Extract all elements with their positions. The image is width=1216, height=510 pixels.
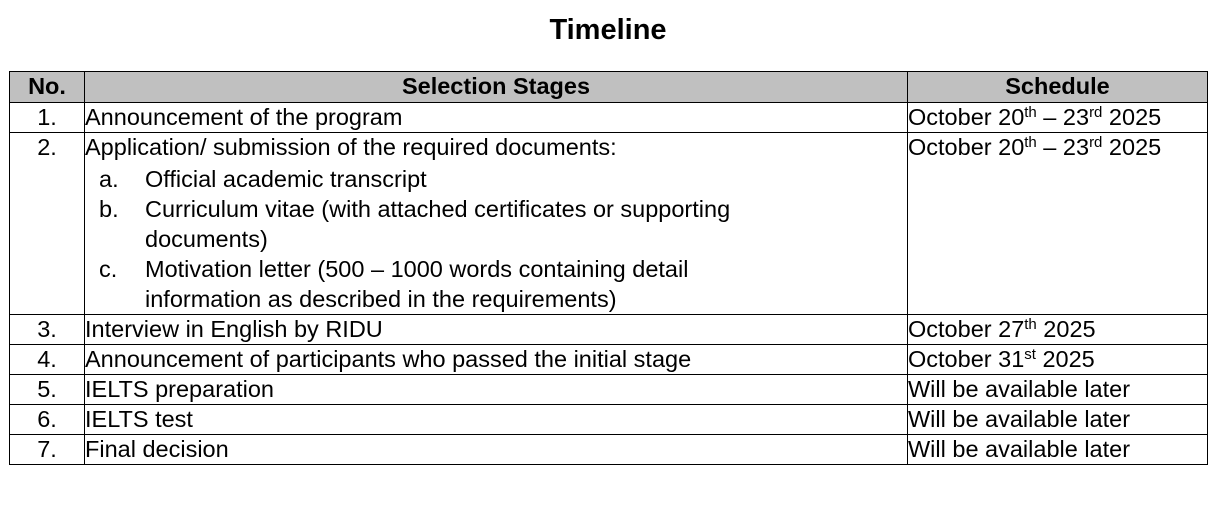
sub-item-list (85, 164, 907, 314)
stage-cell: IELTS test (85, 405, 908, 435)
schedule-text: October 20 (908, 104, 1025, 130)
schedule-cell (908, 345, 1208, 375)
row-number: 4. (10, 345, 85, 375)
stage-cell: Announcement of the program (85, 103, 908, 133)
row-number: 5. (10, 375, 85, 405)
stage-cell: Announcement of participants who passed the initial stage (85, 345, 908, 375)
schedule-cell: Will be available later (908, 405, 1208, 435)
row-number: 1. (10, 103, 85, 133)
row-number: 7. (10, 435, 85, 465)
table-row (10, 315, 1208, 345)
list-item-text: Motivation letter (500 – 1000 words containing detail information as described in the requirements) (145, 256, 689, 312)
schedule-cell (908, 103, 1208, 133)
schedule-text: October 31 (908, 346, 1025, 372)
table-row (10, 103, 1208, 133)
row-number: 3. (10, 315, 85, 345)
schedule-text: – 23 (1036, 134, 1090, 160)
timeline-table (9, 71, 1208, 465)
schedule-cell (908, 315, 1208, 345)
schedule-cell: Will be available later (908, 375, 1208, 405)
ordinal-suffix: rd (1089, 104, 1103, 122)
column-header-no: No. (10, 72, 85, 103)
schedule-text: 2025 (1036, 316, 1096, 342)
list-item (85, 194, 907, 254)
table-row (10, 435, 1208, 465)
table-row (10, 345, 1208, 375)
list-item (85, 164, 907, 194)
schedule-text: 2025 (1102, 104, 1162, 130)
list-item-text: Curriculum vitae (with attached certificates or supporting documents) (145, 196, 731, 252)
list-marker: a. (99, 166, 119, 192)
schedule-text: October 27 (908, 316, 1025, 342)
ordinal-suffix: st (1024, 346, 1036, 364)
list-marker: c. (99, 256, 118, 282)
schedule-text: October 20 (908, 134, 1025, 160)
ordinal-suffix: th (1024, 104, 1037, 122)
stage-cell (85, 133, 908, 315)
ordinal-suffix: th (1024, 134, 1037, 152)
schedule-text: – 23 (1036, 104, 1090, 130)
row-number: 6. (10, 405, 85, 435)
table-row (10, 405, 1208, 435)
column-header-schedule: Schedule (908, 72, 1208, 103)
stage-text: Application/ submission of the required documents: (85, 134, 617, 160)
stage-cell: IELTS preparation (85, 375, 908, 405)
list-item-text: Official academic transcript (145, 166, 427, 192)
schedule-text: 2025 (1035, 346, 1095, 372)
list-item (85, 254, 907, 314)
ordinal-suffix: rd (1089, 134, 1103, 152)
schedule-cell (908, 133, 1208, 315)
table-row (10, 133, 1208, 315)
row-number: 2. (10, 133, 85, 315)
table-header-row (10, 72, 1208, 103)
page-title: Timeline (549, 14, 667, 46)
list-marker: b. (99, 196, 119, 222)
schedule-cell: Will be available later (908, 435, 1208, 465)
schedule-text: 2025 (1102, 134, 1162, 160)
table-row (10, 375, 1208, 405)
stage-cell: Final decision (85, 435, 908, 465)
stage-cell: Interview in English by RIDU (85, 315, 908, 345)
column-header-stage: Selection Stages (85, 72, 908, 103)
ordinal-suffix: th (1024, 316, 1037, 334)
